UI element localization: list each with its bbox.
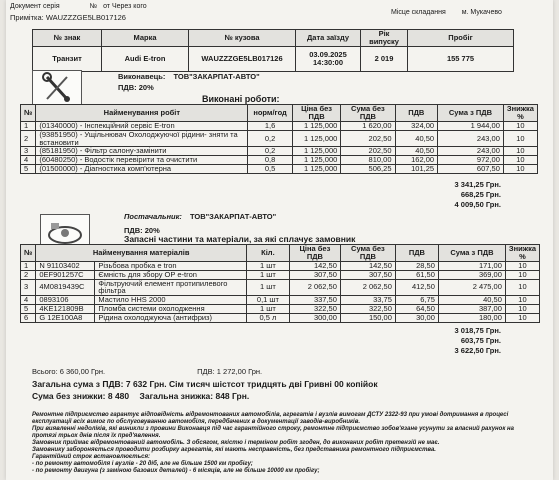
works-totals: 3 341,25 Грн. 668,25 Грн. 4 009,50 Грн. <box>454 180 501 209</box>
works-table: № Найменування робіт норм/год Ціна без ПДВ Сума без ПДВ ПДВ Сума з ПДВ Знижка % 1 (01340000) - Інспекційний сервіс E-tron 1,6 1 125,000 1 620,00 324,00 1 944,00 10 2 (93851950) - Ущільнювач Охолоджуючої рідини- зняти та встановити 0,2 1 125,000 202,50 40,50 243,00 10 3 (85181950) - Фільтр салону-замінити 0,2 1 125,000 202,50 40,50 243,00 10 4 (60480250) - Водостік перевірити та очистити 0,8 1 125,000 810,00 162,00 972,00 10 5 (01500000) - Діагностика комп'ютерна 0,5 1 125,000 506,25 101,25 607,50 10 <box>20 104 538 174</box>
table-row: 5 4KE121809B Пломба системи охолодження 1 шт 322,50 322,50 64,50 387,00 10 <box>21 305 540 314</box>
table-row: 1 N 91103402 Різьбова пробка e tron 1 шт 142,50 142,50 28,50 171,00 10 <box>21 261 540 270</box>
place: Місце складання м. Мукачево <box>391 9 502 16</box>
summary-with-vat: Загальна сума з ПДВ: 7 632 Грн. Сім тисяч шістсот тридцять дві Гривні 00 копійок <box>32 379 378 389</box>
vehicle-row: Транзит Audi E-tron WAUZZZGE5LB017126 03.09.2025 14:30:00 2 019 155 775 <box>33 46 514 71</box>
parts-totals: 3 018,75 Грн. 603,75 Грн. 3 622,50 Грн. <box>454 326 501 355</box>
works-vat: ПДВ: 20% <box>118 83 154 92</box>
table-row: 6 G 12E100A8 Рідина охолоджуюча (антифриз) 0,5 л 300,00 150,00 30,00 180,00 10 <box>21 314 540 323</box>
parts-title: Запасні частини та матеріали, за які сплачує замовник <box>124 234 356 244</box>
tools-logo <box>32 70 82 106</box>
parts-vat: ПДВ: 20% <box>124 226 160 235</box>
table-row: 1 (01340000) - Інспекційний сервіс E-tron 1,6 1 125,000 1 620,00 324,00 1 944,00 10 <box>21 121 538 130</box>
wrench-icon <box>33 71 81 105</box>
summary-total: Всього: 6 360,00 Грн. ПДВ: 1 272,00 Грн. <box>32 367 263 376</box>
parts-table: № Найменування матеріалів Кіл. Ціна без ПДВ Сума без ПДВ ПДВ Сума з ПДВ Знижка % 1 N 91103402 Різьбова пробка e tron 1 шт 142,50 142,50 28,50 171,00 10 2 0EF901257C Ємність для збору OP e-tron 1 шт 307,50 307,50 61,50 369,00 10 3 4M0819439C Фільтруючий елемент протипилевого фільтра 1 шт 2 062,50 2 062,50 412,50 2 475,00 10 4 0893106 Мастило HHS 2000 0,1 шт 337,50 33,75 6,75 40,50 10 5 4KE121809B Пломба системи охолодження 1 шт 322,50 322,50 64,50 387,00 10 6 G 12E100A8 Рідина охолоджуюча (антифриз) 0,5 л 300,00 150,00 30,00 180,00 10 <box>20 244 540 323</box>
table-row: 4 0893106 Мастило HHS 2000 0,1 шт 337,50 33,75 6,75 40,50 10 <box>21 296 540 305</box>
supplier: Постачальник: ТОВ"ЗАКАРПАТ-АВТО" <box>124 212 277 221</box>
works-title: Виконані роботи: <box>202 94 280 104</box>
doc-series: Документ серія № от Через кого <box>10 3 147 10</box>
table-row: 3 4M0819439C Фільтруючий елемент протипилевого фільтра 1 шт 2 062,50 2 062,50 412,50 2 475,00 10 <box>21 279 540 296</box>
summary-discount: Сума без знижки: 8 480 Загальна знижка: 848 Грн. <box>32 391 250 401</box>
note: Примітка: WAUZZZGE5LB017126 <box>10 13 126 22</box>
executor: Виконавець: ТОВ"ЗАКАРПАТ-АВТО" <box>118 72 260 81</box>
table-row: 2 0EF901257C Ємність для збору OP e-tron 1 шт 307,50 307,50 61,50 369,00 10 <box>21 270 540 279</box>
table-row: 4 (60480250) - Водостік перевірити та очистити 0,8 1 125,000 810,00 162,00 972,00 10 <box>21 156 538 165</box>
invoice-page <box>6 0 553 480</box>
table-row: 2 (93851950) - Ущільнювач Охолоджуючої рідини- зняти та встановити 0,2 1 125,000 202,50 40,50 243,00 10 <box>21 130 538 147</box>
warranty-terms: Ремонтне підприємство гарантує відповідність відремонтованих автомобілів, агрегатів і вузлів вимогам ДСТУ 2322-93 при умові дотримання в процесі експлуатації всіх вимог по обслуговуванню автомобіля, передбачених в документації заводів-виробників. При виявленні недоліків, які виникли з провини Виконавця під час гарантійного строку, ремонтне підприємство зобов'язане усунути за власний рахунок на протязі трьох днів після їх пред'явлення. Замовник приймає відремонтований автомобіль. З обсягом, якістю і терміном робіт згоден, до виконаних робіт претензій не має. Замовнику забороняється проводити розбирку агрегатів, які мають несправність, без представника ремонтного підприємства. Гарантійний строк встановлюється: - по ремонту автомобіля і вузлів - 20 діб, але не більше 1500 км пробігу; - по ремонту двигуна (з заміною базових деталей) - 6 місяців, але не більше 10000 км пробігу; <box>32 412 514 474</box>
table-row: 3 (85181950) - Фільтр салону-замінити 0,2 1 125,000 202,50 40,50 243,00 10 <box>21 147 538 156</box>
vehicle-table: № знак Марка № кузова Дата заїзду Рік випуску Пробіг Транзит Audi E-tron WAUZZZGE5LB017126 03.09.2025 14:30:00 2 019 155 775 <box>32 29 514 72</box>
table-row: 5 (01500000) - Діагностика комп'ютерна 0,5 1 125,000 506,25 101,25 607,50 10 <box>21 165 538 174</box>
